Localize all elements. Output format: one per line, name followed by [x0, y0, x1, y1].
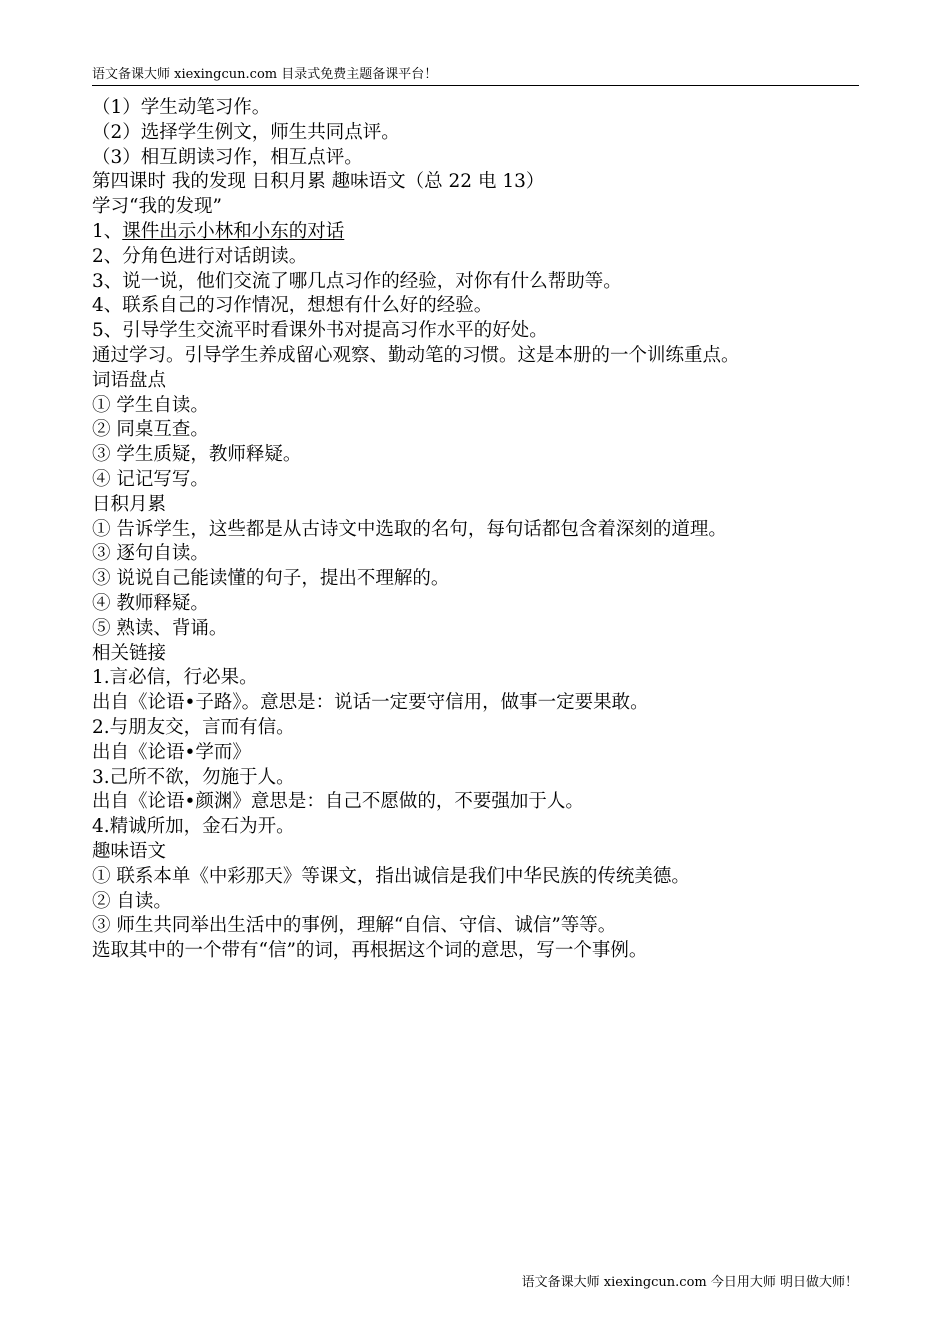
text-line-29: 出自《论语•颜渊》意思是：自己不愿做的，不要强加于人。	[92, 791, 584, 813]
text-line-30: 4.精诚所加，金石为开。	[92, 816, 295, 838]
text-line-14: ② 同桌互查。	[92, 419, 209, 441]
section-heading-accumulation: 日积月累	[92, 493, 167, 515]
text-line-13: ① 学生自读。	[92, 394, 209, 416]
text-line-7: 2、分角色进行对话朗读。	[92, 245, 308, 267]
page-header	[92, 66, 859, 86]
text-line-32: ① 联系本单《中彩那天》等课文，指出诚信是我们中华民族的传统美德。	[92, 865, 690, 887]
underlined-text: 课件出示小林和小东的对话	[122, 220, 345, 242]
text-line-26: 2.与朋友交，言而有信。	[92, 716, 295, 738]
section-heading-fun-chinese: 趣味语文	[92, 840, 167, 862]
text-line-6	[92, 220, 872, 245]
text-line-10: 5、引导学生交流平时看课外书对提高习作水平的好处。	[92, 320, 548, 342]
text-line-25: 出自《论语•子路》。意思是：说话一定要守信用，做事一定要果敢。	[92, 692, 649, 714]
text-line-27: 出自《论语•学而》	[92, 741, 251, 763]
text-line-16: ④ 记记写写。	[92, 468, 209, 490]
footer-text: 语文备课大师 xiexingcun.com 今日用大师 明日做大师！	[521, 1275, 858, 1290]
text-line-8: 3、说一说，他们交流了哪几点习作的经验，对你有什么帮助等。	[92, 270, 622, 292]
text-line-9: 4、联系自己的习作情况，想想有什么好的经验。	[92, 295, 493, 317]
text-line-11: 通过学习。引导学生养成留心观察、勤动笔的习惯。这是本册的一个训练重点。	[92, 344, 740, 366]
text-line-1: （1）学生动笔习作。	[92, 97, 271, 118]
text-line-28: 3.己所不欲，勿施于人。	[92, 766, 295, 788]
text-line-2: （2）选择学生例文，师生共同点评。	[92, 121, 400, 143]
text-line-15: ③ 学生质疑，教师释疑。	[92, 444, 302, 466]
section-heading-vocabulary: 词语盘点	[92, 369, 167, 391]
text-line-19: ③ 逐句自读。	[92, 543, 209, 565]
text-line-24: 1.言必信，行必果。	[92, 667, 258, 689]
document-body	[92, 96, 872, 964]
section-heading-links: 相关链接	[92, 642, 167, 664]
text-line-20: ③ 说说自己能读懂的句子，提出不理解的。	[92, 568, 450, 590]
header-text: 语文备课大师 xiexingcun.com 目录式免费主题备课平台！	[92, 67, 438, 82]
text-line-33: ② 自读。	[92, 890, 172, 912]
text-line-35: 选取其中的一个带有“信”的词，再根据这个词的意思，写一个事例。	[92, 940, 648, 962]
text-line-3: （3）相互朗读习作，相互点评。	[92, 146, 363, 168]
section-heading-discovery: 学习“我的发现”	[92, 196, 222, 218]
text-line-18: ① 告诉学生，这些都是从古诗文中选取的名句，每句话都包含着深刻的道理。	[92, 518, 727, 540]
page-footer	[522, 1274, 858, 1292]
text-line-21: ④ 教师释疑。	[92, 592, 209, 614]
list-number: 1、	[92, 220, 123, 242]
text-line-34: ③ 师生共同举出生活中的事例，理解“自信、守信、诚信”等等。	[92, 915, 617, 937]
lesson-title: 第四课时 我的发现 日积月累 趣味语文（总 22 电 13）	[92, 171, 545, 193]
text-line-22: ⑤ 熟读、背诵。	[92, 617, 228, 639]
